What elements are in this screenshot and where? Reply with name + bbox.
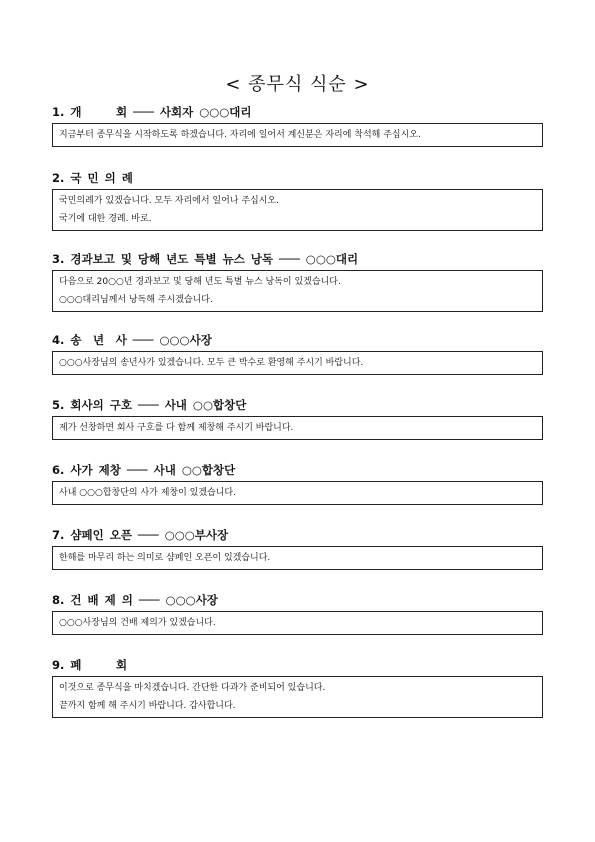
section-text-line: 국민의례가 있겠습니다. 모두 자리에서 일어나 주십시오. [59, 196, 279, 206]
section-text-line: 사내 ○○○합창단의 사가 제창이 있겠습니다. [59, 488, 236, 498]
program-section [52, 250, 543, 312]
section-text-line: 지금부터 종무식을 시작하도록 하겠습니다. 자리에 일어서 계신분은 자리에 착석해 주십시오. [59, 130, 421, 140]
section-text-line: ○○○대리님께서 낭독해 주시겠습니다. [59, 295, 213, 305]
section-heading: 7. 샴페인 오픈 ─── ○○○부사장 [52, 528, 229, 542]
section-text-box [52, 416, 543, 440]
section-heading: 3. 경과보고 및 당해 년도 특별 뉴스 낭독 ─── ○○○대리 [52, 252, 359, 266]
section-text-line: 다음으로 20○○년 경과보고 및 당해 년도 특별 뉴스 낭독이 있겠습니다. [59, 277, 341, 287]
section-text-box [52, 676, 543, 718]
section-heading: 5. 회사의 구호 ─── 사내 ○○합창단 [52, 398, 247, 412]
program-section [52, 656, 543, 718]
section-heading: 9. 폐 회 [52, 658, 128, 672]
program-section [52, 461, 543, 505]
document-title: < 종무식 식순 > [225, 74, 370, 95]
program-section [52, 169, 543, 231]
section-text-line: 국기에 대한 경례. 바로. [59, 214, 152, 224]
section-heading: 2. 국 민 의 례 [52, 171, 133, 185]
section-text-line: 끝까지 함께 해 주시기 바랍니다. 감사합니다. [59, 701, 236, 711]
program-sections [52, 103, 543, 718]
section-text-box [52, 351, 543, 375]
section-text-box [52, 611, 543, 635]
section-text-box [52, 546, 543, 570]
program-section [52, 591, 543, 635]
section-text-line: 이것으로 종무식을 마치겠습니다. 간단한 다과가 준비되어 있습니다. [59, 683, 326, 693]
section-text-box [52, 270, 543, 312]
program-section [52, 331, 543, 375]
section-text-line: 한해를 마무리 하는 의미로 샴페인 오픈이 있겠습니다. [59, 553, 271, 563]
section-heading: 4. 송 년 사 ─── ○○○사장 [52, 333, 212, 347]
program-section [52, 396, 543, 440]
section-heading: 1. 개 회 ─── 사회자 ○○○대리 [52, 105, 252, 119]
program-section [52, 526, 543, 570]
section-heading: 6. 사가 제창 ─── 사내 ○○합창단 [52, 463, 236, 477]
section-heading: 8. 건 배 제 의 ─── ○○○사장 [52, 593, 218, 607]
section-text-box [52, 123, 543, 147]
program-section [52, 103, 543, 147]
section-text-box [52, 481, 543, 505]
section-text-line: 제가 선창하면 회사 구호를 다 함께 제창해 주시기 바랍니다. [59, 423, 294, 433]
section-text-line: ○○○사장님의 송년사가 있겠습니다. 모두 큰 박수로 환영해 주시기 바랍니다. [59, 358, 364, 368]
section-text-box [52, 189, 543, 231]
section-text-line: ○○○사장님의 건배 제의가 있겠습니다. [59, 618, 216, 628]
